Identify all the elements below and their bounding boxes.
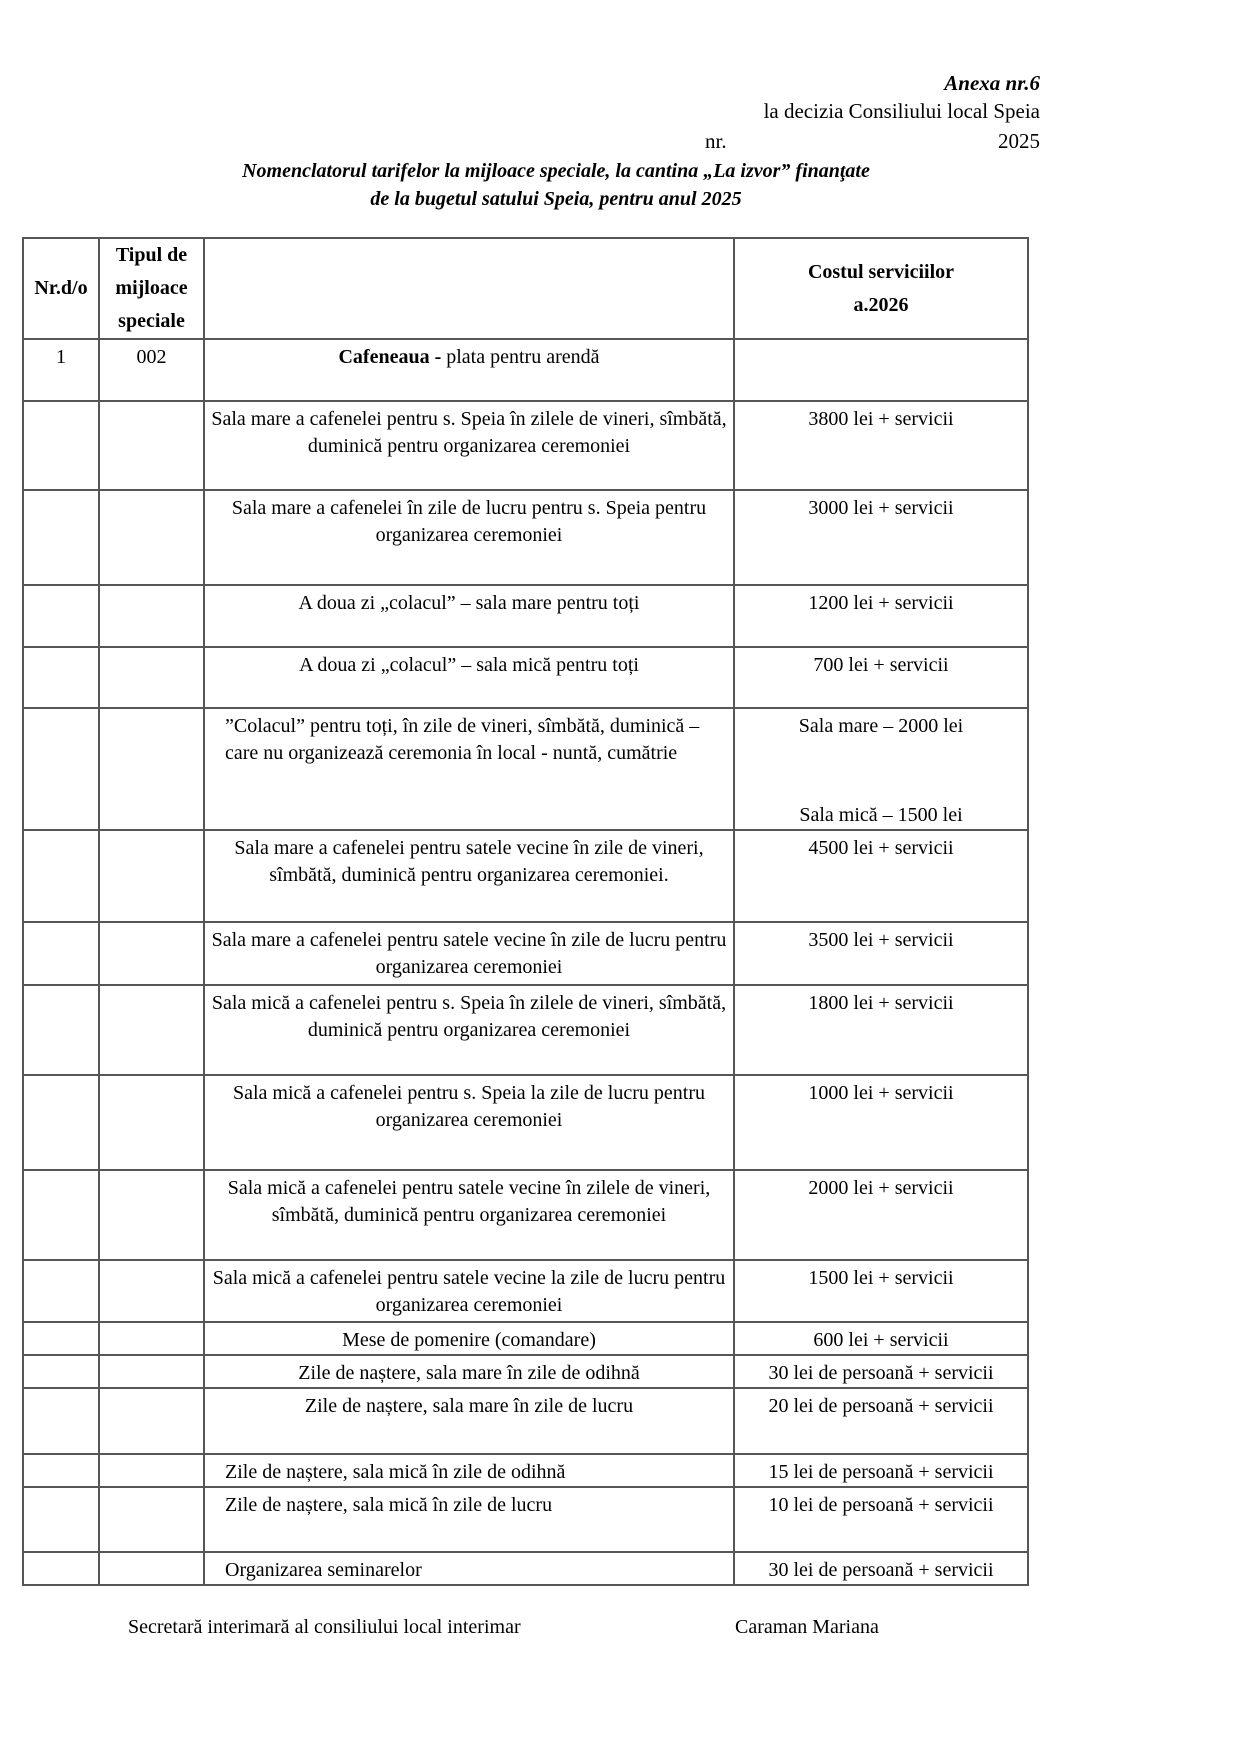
row-desc-cell	[204, 339, 734, 401]
row-type-cell	[99, 830, 204, 922]
row-cost-line2: Sala mică – 1500 lei	[799, 804, 963, 826]
row-nr-cell	[23, 1487, 99, 1552]
table-row	[23, 490, 1028, 585]
row-type-cell	[99, 1454, 204, 1487]
row-type-cell	[99, 922, 204, 985]
row-nr-cell	[23, 401, 99, 490]
row-cost-cell: 15 lei de persoană + servicii	[734, 1454, 1028, 1487]
table-row	[23, 1322, 1028, 1355]
signature-title: Secretară interimară al consiliului local interimar	[128, 1616, 521, 1638]
header-cost-line1: Costul serviciilor	[807, 260, 955, 283]
row-type-cell	[99, 647, 204, 708]
table-row	[23, 1388, 1028, 1454]
row-nr-cell: 1	[23, 339, 99, 401]
row-desc-cell: Sala mică a cafenelei pentru satele vecine în zilele de vineri, sîmbătă, duminică pentru organizarea ceremoniei	[204, 1170, 734, 1260]
row-type-cell	[99, 1322, 204, 1355]
row-cost-cell: 3500 lei + servicii	[734, 922, 1028, 985]
table-row	[23, 708, 1028, 830]
row-desc-cell: Zile de naștere, sala mică în zile de odihnă	[204, 1454, 734, 1487]
table-row	[23, 1454, 1028, 1487]
table-row	[23, 1075, 1028, 1170]
row-type-cell	[99, 985, 204, 1075]
row-cost-cell: 1000 lei + servicii	[734, 1075, 1028, 1170]
row-desc-rest: plata pentru arendă	[446, 346, 600, 368]
row-cost-cell	[734, 339, 1028, 401]
row-desc-cell: A doua zi „colacul” – sala mică pentru toți	[204, 647, 734, 708]
row-desc-cell: A doua zi „colacul” – sala mare pentru toți	[204, 585, 734, 647]
header-cell-cost	[734, 238, 1028, 339]
row-desc-cell: Sala mare a cafenelei în zile de lucru pentru s. Speia pentru organizarea ceremoniei	[204, 490, 734, 585]
row-type-cell	[99, 1487, 204, 1552]
row-type-cell	[99, 1388, 204, 1454]
row-type-cell	[99, 1170, 204, 1260]
row-nr-cell	[23, 1454, 99, 1487]
row-cost-cell: 20 lei de persoană + servicii	[734, 1388, 1028, 1454]
row-type-cell	[99, 490, 204, 585]
document-title-line2: de la bugetul satului Speia, pentru anul 2025	[370, 188, 742, 210]
table-row	[23, 401, 1028, 490]
tariff-table	[22, 237, 1029, 1586]
row-type-cell	[99, 1355, 204, 1388]
nr-label: nr.	[705, 129, 727, 153]
table-row	[23, 339, 1028, 401]
row-cost-cell: 30 lei de persoană + servicii	[734, 1355, 1028, 1388]
year-value: 2025	[998, 129, 1040, 153]
row-cost-cell: 30 lei de persoană + servicii	[734, 1552, 1028, 1585]
table-row	[23, 922, 1028, 985]
document-title-line1: Nomenclatorul tarifelor la mijloace speciale, la cantina „La izvor” finanţate	[242, 160, 870, 182]
table-row	[23, 1487, 1028, 1552]
row-cost-cell: 600 lei + servicii	[734, 1322, 1028, 1355]
row-desc-cell: Sala mare a cafenelei pentru satele vecine în zile de lucru pentru organizarea ceremoniei	[204, 922, 734, 985]
row-nr-cell	[23, 1322, 99, 1355]
row-desc-cell: Organizarea seminarelor	[204, 1552, 734, 1585]
row-type-cell: 002	[99, 339, 204, 401]
row-nr-cell	[23, 985, 99, 1075]
row-desc-cell: Zile de naștere, sala mare în zile de lucru	[204, 1388, 734, 1454]
annex-label: Anexa nr.6	[944, 71, 1040, 95]
header-cell-type: Tipul de mijloace speciale	[99, 238, 204, 339]
row-desc-cell: Sala mică a cafenelei pentru satele vecine la zile de lucru pentru organizarea ceremoniei	[204, 1260, 734, 1322]
row-cost-cell: 1200 lei + servicii	[734, 585, 1028, 647]
row-type-cell	[99, 1552, 204, 1585]
row-nr-cell	[23, 1552, 99, 1585]
row-cost-cell	[734, 708, 1028, 830]
table-row	[23, 985, 1028, 1075]
row-nr-cell	[23, 1260, 99, 1322]
row-nr-cell	[23, 1388, 99, 1454]
row-cost-cell: 700 lei + servicii	[734, 647, 1028, 708]
table-row	[23, 1552, 1028, 1585]
number-year-line	[705, 129, 1040, 154]
row-desc-cell: Zile de naștere, sala mică în zile de lucru	[204, 1487, 734, 1552]
row-desc-cell: Zile de naștere, sala mare în zile de odihnă	[204, 1355, 734, 1388]
table-row	[23, 1355, 1028, 1388]
table-header-row	[23, 238, 1028, 339]
table-row	[23, 647, 1028, 708]
decision-line: la decizia Consiliului local Speia	[763, 99, 1040, 123]
row-desc-cell: Mese de pomenire (comandare)	[204, 1322, 734, 1355]
row-desc-bold: Cafeneaua -	[338, 346, 442, 368]
row-desc-cell: Sala mică a cafenelei pentru s. Speia la zile de lucru pentru organizarea ceremoniei	[204, 1075, 734, 1170]
table-row	[23, 1170, 1028, 1260]
row-nr-cell	[23, 922, 99, 985]
header-cell-nr: Nr.d/o	[23, 238, 99, 339]
row-nr-cell	[23, 1355, 99, 1388]
row-cost-cell: 10 lei de persoană + servicii	[734, 1487, 1028, 1552]
document-title	[0, 157, 1112, 213]
row-nr-cell	[23, 1170, 99, 1260]
row-type-cell	[99, 585, 204, 647]
row-cost-cell: 1800 lei + servicii	[734, 985, 1028, 1075]
header-cell-desc	[204, 238, 734, 339]
table-row	[23, 585, 1028, 647]
row-desc-cell: ”Colacul” pentru toți, în zile de vineri, sîmbătă, duminică – care nu organizează ceremonia în local - nuntă, cumătrie	[204, 708, 734, 830]
row-desc-cell: Sala mică a cafenelei pentru s. Speia în zilele de vineri, sîmbătă, duminică pentru organizarea ceremoniei	[204, 985, 734, 1075]
row-type-cell	[99, 1260, 204, 1322]
row-cost-cell: 3800 lei + servicii	[734, 401, 1028, 490]
table-row	[23, 830, 1028, 922]
table-row	[23, 1260, 1028, 1322]
row-type-cell	[99, 401, 204, 490]
signature-name: Caraman Mariana	[735, 1616, 879, 1638]
row-cost-cell: 1500 lei + servicii	[734, 1260, 1028, 1322]
row-cost-line1: Sala mare – 2000 lei	[798, 715, 964, 737]
row-nr-cell	[23, 490, 99, 585]
row-cost-cell: 3000 lei + servicii	[734, 490, 1028, 585]
header-cost-line2: a.2026	[853, 293, 909, 316]
row-nr-cell	[23, 647, 99, 708]
row-cost-cell: 2000 lei + servicii	[734, 1170, 1028, 1260]
row-nr-cell	[23, 585, 99, 647]
row-nr-cell	[23, 708, 99, 830]
row-type-cell	[99, 708, 204, 830]
row-nr-cell	[23, 1075, 99, 1170]
row-nr-cell	[23, 830, 99, 922]
row-desc-cell: Sala mare a cafenelei pentru s. Speia în zilele de vineri, sîmbătă, duminică pentru organizarea ceremoniei	[204, 401, 734, 490]
row-cost-cell: 4500 lei + servicii	[734, 830, 1028, 922]
row-desc-cell: Sala mare a cafenelei pentru satele vecine în zile de vineri, sîmbătă, duminică pentru organizarea ceremoniei.	[204, 830, 734, 922]
row-type-cell	[99, 1075, 204, 1170]
